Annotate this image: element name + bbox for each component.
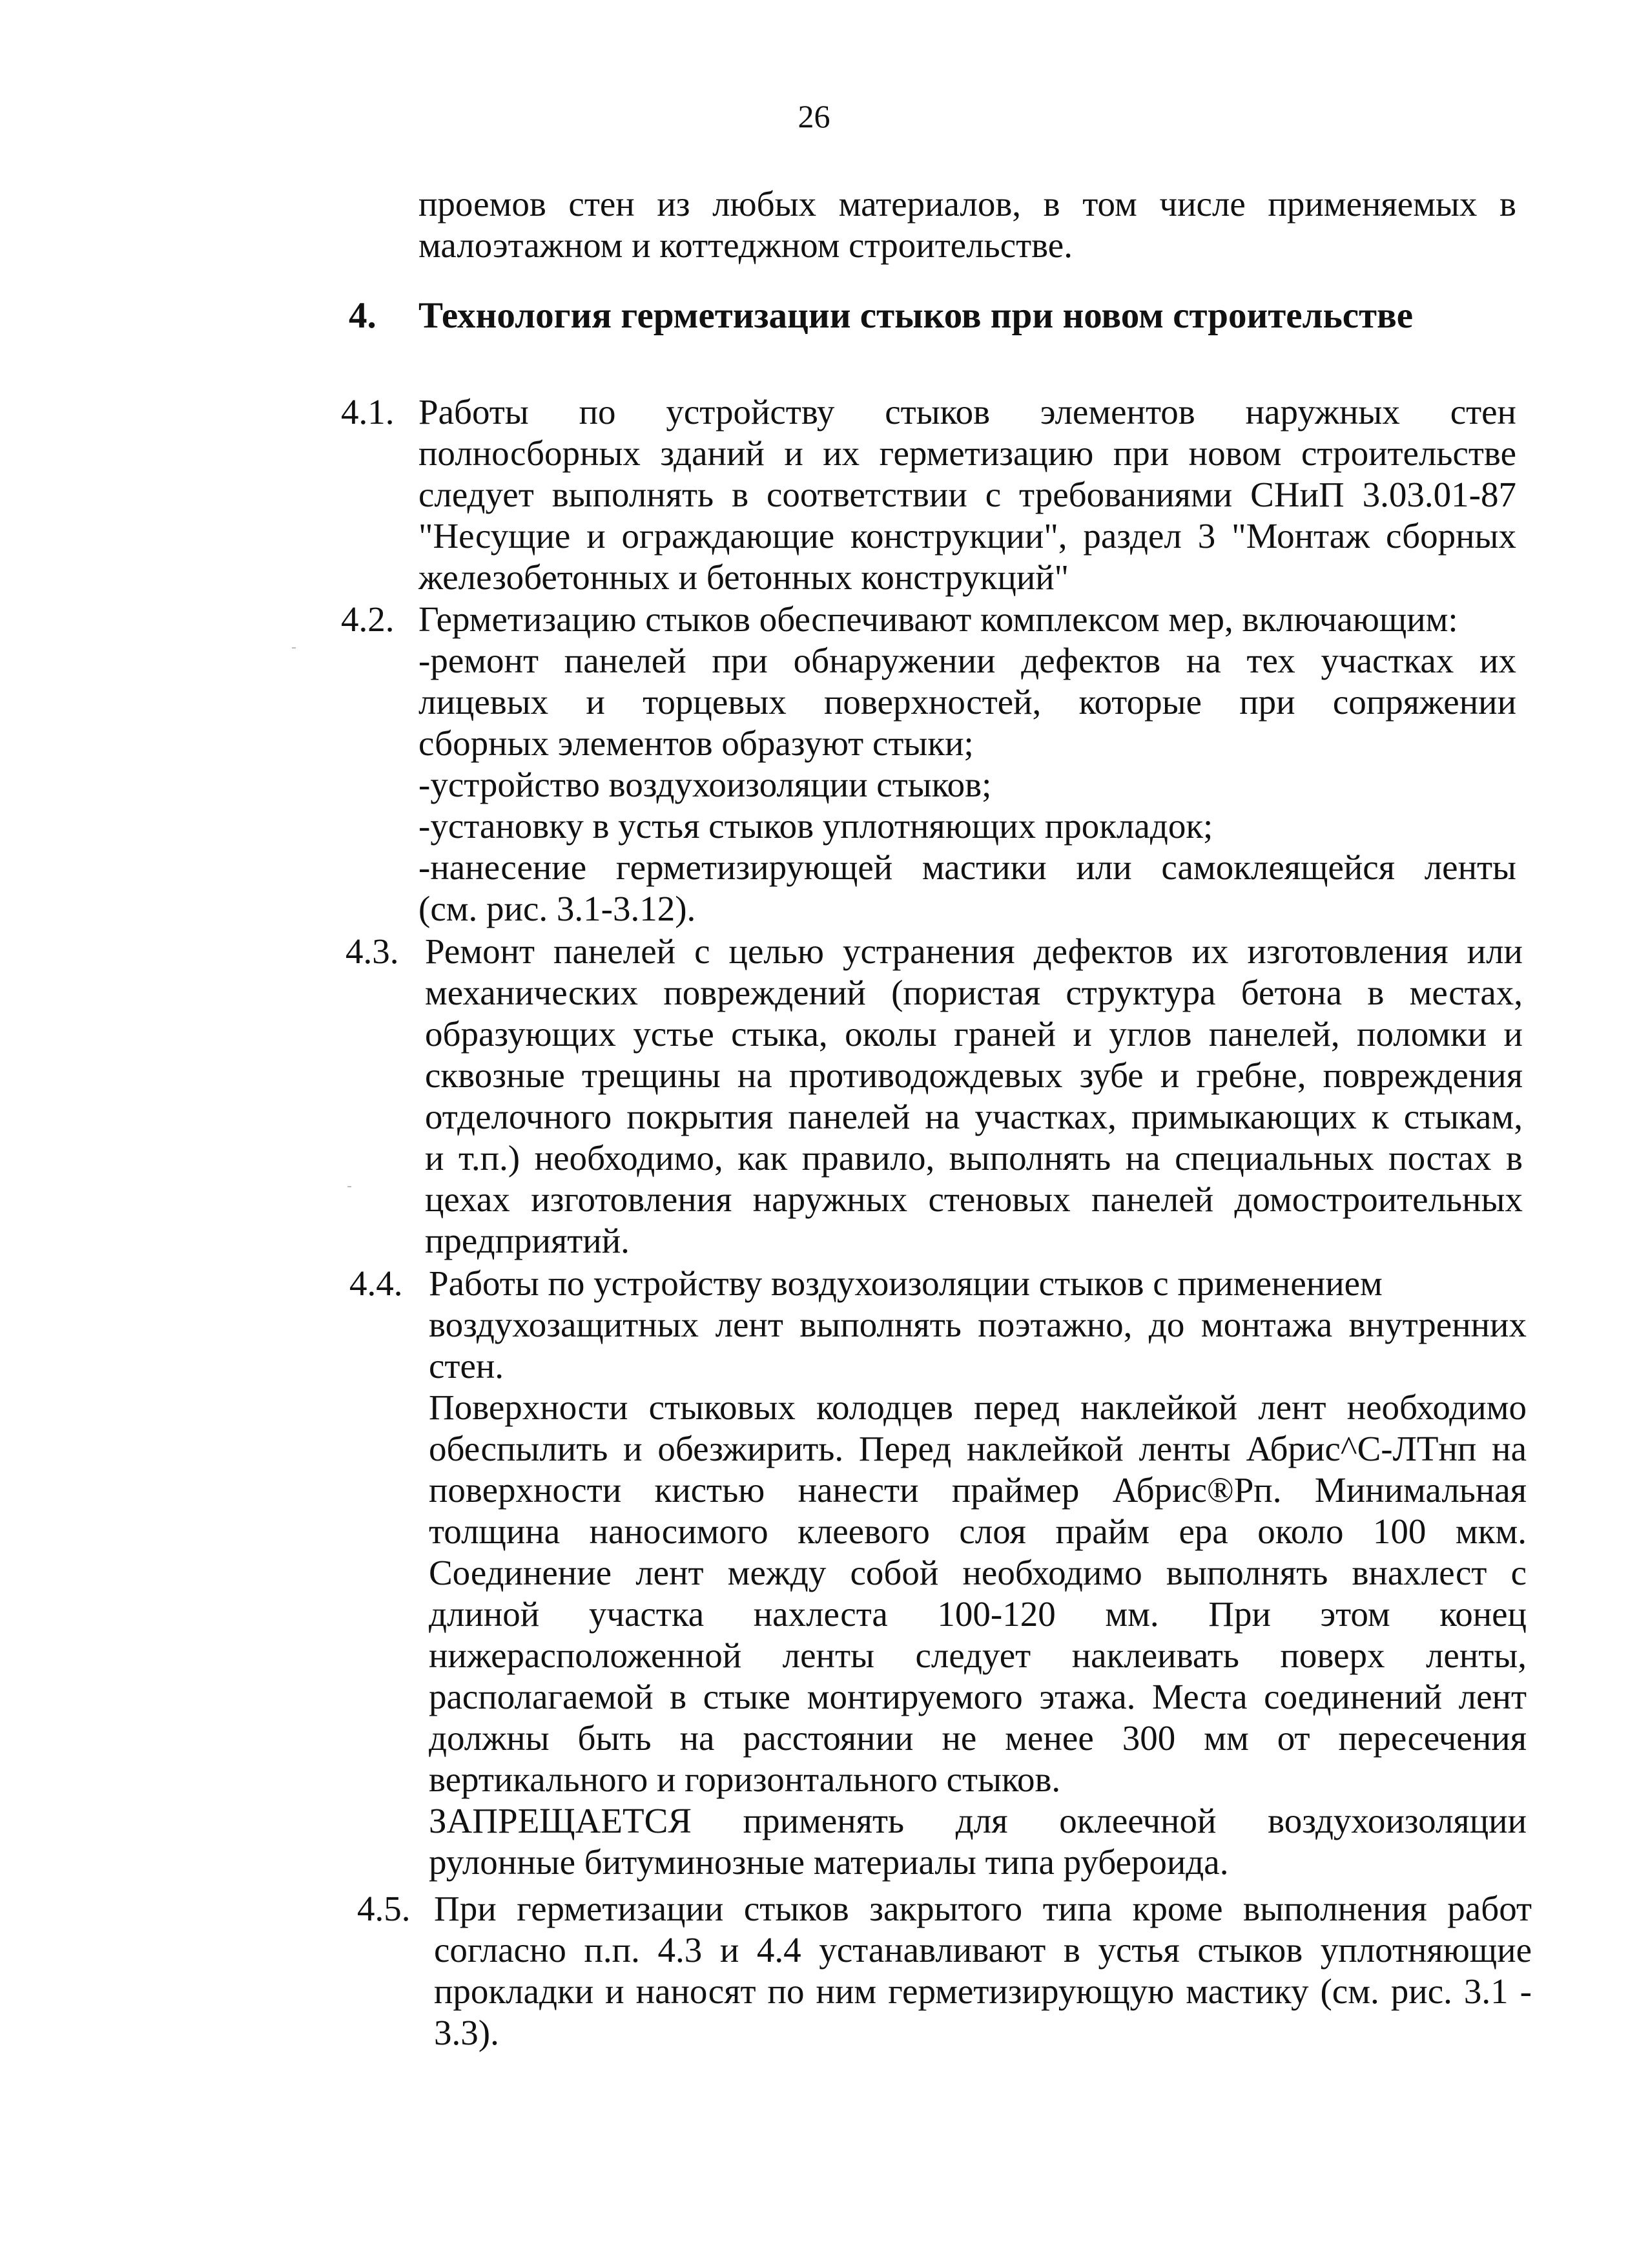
text-line: толщина наносимого клеевого слоя прайм ера около 100 мкм. bbox=[429, 1512, 1527, 1551]
text-line: Работы по устройству стыков элементов наружных стен bbox=[418, 392, 1516, 432]
text-line: длиной участка нахлеста 100-120 мм. При этом конец bbox=[429, 1594, 1527, 1634]
text-line: воздухозащитных лент выполнять поэтажно, до монтажа внутренних bbox=[429, 1305, 1527, 1344]
text-line: Поверхности стыковых колодцев перед наклейкой лент необходимо bbox=[429, 1388, 1527, 1427]
text-line: рулонные битуминозные материалы типа рубероида. bbox=[429, 1842, 1229, 1882]
text-line: и т.п.) необходимо, как правило, выполнять на специальных постах в bbox=[425, 1138, 1523, 1178]
text-line: Герметизацию стыков обеспечивают комплексом мер, включающим: bbox=[418, 599, 1458, 639]
text-line: обеспылить и обезжирить. Перед наклейкой ленты Абрис^С-ЛТнп на bbox=[429, 1429, 1527, 1468]
text-line: поверхности кистью нанести праймер Абрис®Рп. Минимальная bbox=[429, 1470, 1527, 1510]
text-line: 3.3). bbox=[434, 2013, 499, 2052]
text-line: Ремонт панелей с целью устранения дефектов их изготовления или bbox=[425, 931, 1523, 971]
text-line: прокладки и наносят по ним герметизирующую мастику (см. рис. 3.1 - bbox=[434, 1971, 1532, 2011]
section-number: 4. bbox=[349, 295, 376, 336]
text-line: полносборных зданий и их герметизацию при новом строительстве bbox=[418, 433, 1516, 473]
item-number: 4.1. bbox=[341, 392, 395, 432]
text-line: лицевых и торцевых поверхностей, которые при сопряжении bbox=[418, 682, 1516, 722]
item-4-4-text bbox=[429, 1263, 1527, 1883]
text-line: -установку в устья стыков уплотняющих прокладок; bbox=[418, 806, 1213, 846]
text-line: ЗАПРЕЩАЕТСЯ применять для оклеечной воздухоизоляции bbox=[429, 1801, 1527, 1840]
text-line: согласно п.п. 4.3 и 4.4 устанавливают в устья стыков уплотняющие bbox=[434, 1930, 1532, 1970]
text-line: железобетонных и бетонных конструкций" bbox=[418, 557, 1069, 597]
text-line: -ремонт панелей при обнаружении дефектов на тех участках их bbox=[418, 641, 1516, 680]
text-line: предприятий. bbox=[425, 1221, 630, 1260]
text-line: образующих устье стыка, околы граней и углов панелей, поломки и bbox=[425, 1014, 1523, 1054]
item-number: 4.4. bbox=[349, 1264, 403, 1303]
intro-line: малоэтажном и коттеджном строительстве. bbox=[418, 225, 1073, 265]
item-number: 4.5. bbox=[357, 1889, 411, 1928]
text-line: вертикального и горизонтального стыков. bbox=[429, 1760, 1061, 1799]
text-line: стен. bbox=[429, 1346, 504, 1386]
item-number: 4.2. bbox=[341, 599, 395, 639]
text-line: сборных элементов образуют стыки; bbox=[418, 723, 974, 763]
text-line: цехах изготовления наружных стеновых панелей домостроительных bbox=[425, 1180, 1523, 1219]
text-line: механических повреждений (пористая структура бетона в местах, bbox=[425, 973, 1523, 1012]
text-line: -нанесение герметизирующей мастики или самоклеящейся ленты bbox=[418, 848, 1516, 887]
text-line: -устройство воздухоизоляции стыков; bbox=[418, 765, 992, 804]
intro-paragraph bbox=[418, 183, 1516, 266]
section-title: Технология герметизации стыков при новом строительстве bbox=[418, 295, 1414, 336]
item-4-2-text bbox=[418, 599, 1516, 930]
text-line: Соединение лент между собой необходимо выполнять внахлест с bbox=[429, 1553, 1527, 1592]
intro-line: проемов стен из любых материалов, в том числе применяемых в bbox=[418, 184, 1516, 224]
text-line: следует выполнять в соответствии с требованиями СНиП 3.03.01-87 bbox=[418, 475, 1516, 514]
text-line: нижерасположенной ленты следует наклеивать поверх ленты, bbox=[429, 1636, 1527, 1675]
text-line: Работы по устройству воздухоизоляции стыков с применением bbox=[429, 1264, 1383, 1303]
scan-mark bbox=[292, 647, 296, 649]
item-number: 4.3. bbox=[345, 931, 399, 971]
text-line: "Несущие и ограждающие конструкции", раздел 3 "Монтаж сборных bbox=[418, 516, 1516, 556]
item-4-3-text bbox=[425, 931, 1523, 1262]
scan-mark bbox=[347, 1186, 351, 1187]
text-line: отделочного покрытия панелей на участках, примыкающих к стыкам, bbox=[425, 1097, 1523, 1136]
text-line: сквозные трещины на противодождевых зубе и гребне, повреждения bbox=[425, 1056, 1523, 1095]
text-line: располагаемой в стыке монтируемого этажа. Места соединений лент bbox=[429, 1677, 1527, 1716]
page-number: 26 bbox=[798, 98, 830, 134]
item-4-5-text bbox=[434, 1888, 1532, 2054]
text-line: При герметизации стыков закрытого типа кроме выполнения работ bbox=[434, 1889, 1532, 1928]
text-line: (см. рис. 3.1-3.12). bbox=[418, 889, 696, 928]
item-4-1-text bbox=[418, 391, 1516, 598]
text-line: должны быть на расстоянии не менее 300 мм от пересечения bbox=[429, 1718, 1527, 1758]
